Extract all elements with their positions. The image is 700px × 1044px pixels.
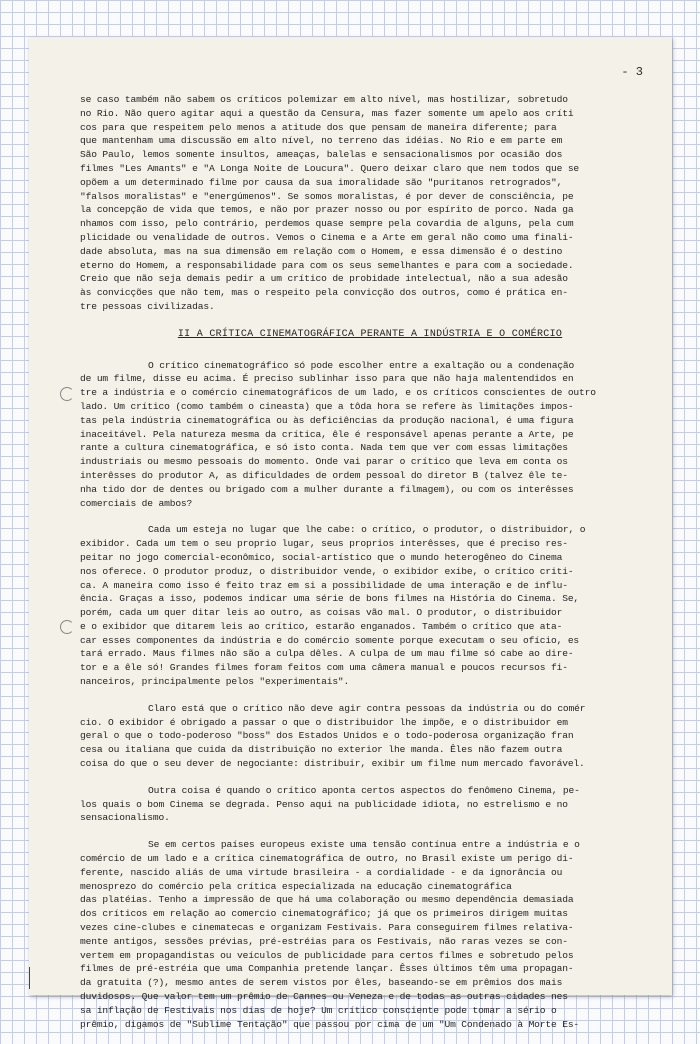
text-line: inaceitável. Pela natureza mesma da crítica, êle é responsável apenas perante a Arte, pe <box>80 428 574 440</box>
text-line: duvidosos. Que valor tem um prêmio de Cannes ou Veneza e de todas as outras cidades nes <box>80 991 568 1003</box>
text-line: filmes de pré-estréia que uma Companhia pretende lançar. Êsses últimos têm uma propagan- <box>80 963 574 975</box>
paragraph-6 <box>80 838 660 1031</box>
text-line: eterno do Homem, a responsabilidade para com os seus semelhantes e para com a sociedade. <box>80 259 574 271</box>
text-line: comerciais de ambos? <box>80 497 193 509</box>
text-line: de um filme, disse eu acima. É preciso sublinhar isso para que não haja malentendidos en <box>80 373 574 385</box>
text-line: Se em certos países europeus existe uma tensão contínua entre a indústria e o <box>148 839 580 851</box>
text-line: nha tido dor de dentes ou brigado com a mulher durante a filmagem), ou com os interêsses <box>80 483 574 495</box>
text-line: Cada um esteja no lugar que lhe cabe: o crítico, o produtor, o distribuidor, o <box>148 524 586 536</box>
text-line: nanceiros, principalmente pelos "experimentais". <box>80 676 350 688</box>
corner-mark <box>29 967 42 989</box>
text-line: rante a cultura cinematográfica, e só isto conta. Nada tem que ver com essas limitações <box>80 442 568 454</box>
text-line: plicidade ou venalidade de outros. Vemos o Cinema e a Arte em geral não como uma finali- <box>80 231 574 243</box>
text-line: cesa ou italiana que cuida da distribuição no exterior lhe manda. Êles não fazem outra <box>80 744 563 756</box>
text-line: filmes "Les Amants" e "A Longa Noite de Loucura". Quero deixar claro que nem todos que se <box>80 162 580 174</box>
text-line: ferente, nascido aliás de uma virtude brasileira - a cordialidade - e da ignorância ou <box>80 866 563 878</box>
punch-hole-mark <box>60 620 74 634</box>
paragraph-1 <box>80 93 660 314</box>
text-line: los quais o bom Cinema se degrada. Penso aqui na publicidade idiota, no estrelismo e no <box>80 798 568 810</box>
text-line: vezes cine-clubes e cinematecas e organizam Festivais. Para conseguirem filmes relativa- <box>80 922 574 934</box>
text-line: porém, cada um quer ditar leis ao outro, as coisas vão mal. O produtor, o distribuidor <box>80 607 563 619</box>
text-line: la concepção de vida que temos, e não por prazer nosso ou por espírito de porco. Nada ga <box>80 204 574 216</box>
text-line: sa inflação de Festivais nos dias de hoje? Um crítico consciente pode tomar a sério o <box>80 1004 557 1016</box>
paragraph-3 <box>80 523 660 689</box>
text-line: tor e a êle só! Grandes filmes foram feitos com uma câmera manual e poucos recursos fi- <box>80 662 568 674</box>
punch-hole-mark <box>60 387 74 401</box>
text-line: peitar no jogo comercial-econômico, social-artístico que o mundo heterogêneo do Cinema <box>80 551 563 563</box>
text-line: lado. Um crítico (como também o cineasta) que a tôda hora se refere às limitações impos- <box>80 400 574 412</box>
paragraph-2 <box>80 359 660 511</box>
text-line: menosprezo do comércio pela crítica especializada na educação cinematográfica <box>80 880 512 892</box>
text-line: tre pessoas civilizadas. <box>80 300 215 312</box>
text-line: "falsos moralistas" e "energúmenos". Se somos moralistas, é por dever de consciência, pe <box>80 190 574 202</box>
text-line: dos críticos em relação ao comercio cinematográfico; já que os primeiros dirigem muitas <box>80 908 568 920</box>
text-line: cio. O exibidor é obrigado a passar o que o distribuidor lhe impõe, e o distribuidor em <box>80 716 568 728</box>
text-line: nhamos com isso, pelo contrário, perdemos quase sempre pela covardia de alguns, pela cum <box>80 218 574 230</box>
body-text <box>80 93 660 1044</box>
text-line: coisa do que o seu dever de negociante: distribuir, exibir um filme num mercado favorável. <box>80 758 585 770</box>
text-line: se caso também não sabem os críticos polemizar em alto nível, mas hostilizar, sobretudo <box>80 94 568 105</box>
text-line: O crítico cinematográfico só pode escolher entre a exaltação ou a condenação <box>148 359 575 371</box>
paragraph-4 <box>80 702 660 771</box>
text-line: vertem em propagandistas ou veículos de publicidade para certos filmes e sobretudo pelos <box>80 949 574 961</box>
text-line: dade absoluta, mas na sua dimensão em relação com o Homem, e essa dimensão é o destino <box>80 245 563 257</box>
text-line: car esses componentes da indústria e do comércio somente porque executam o seu ofício, es <box>80 634 580 646</box>
text-line: Claro está que o crítico não deve agir contra pessoas da indústria ou do comér <box>148 702 586 714</box>
text-line: sensacionalismo. <box>80 812 170 824</box>
text-line: ca. A maneira como isso é feito traz em si a possibilidade de uma interação e de influ- <box>80 579 568 591</box>
text-line: e o exibidor que ditarem leis ao crítico, estarão enganados. Também o crítico que ata- <box>80 620 563 632</box>
text-line: tre a indústria e o comércio cinematográficos de um lado, e os críticos conscientes de outro <box>80 387 596 399</box>
section-heading: II A CRÍTICA CINEMATOGRÁFICA PERANTE A INDÚSTRIA E O COMÉRCIO <box>177 328 563 340</box>
text-line: opõem a um determinado filme por causa da sua imoralidade são "puritanos retrogrados", <box>80 176 563 188</box>
page-number: - 3 <box>621 65 643 79</box>
text-line: Outra coisa é quando o crítico aponta certos aspectos do fenômeno Cinema, pe- <box>148 784 580 796</box>
text-line: tas pela indústria cinematográfica ou às deficiências da produção nacional, é uma figura <box>80 414 574 426</box>
text-line: da gratuita (?), mesmo antes de serem vistos por êles, baseando-se em prêmios dos mais <box>80 977 563 989</box>
text-line: São Paulo, lemos somente insultos, ameaças, balelas e sensacionalismos por ocasião dos <box>80 149 563 161</box>
text-line: nos oferece. O produtor produz, o distribuidor vende, o exibidor exibe, o crítico criti- <box>80 565 574 577</box>
text-line: no Rio. Não quero agitar aqui a questão da Censura, mas fazer somente um apelo aos críti <box>80 107 574 119</box>
text-line: interêsses do produtor A, as dificuldades de ordem pessoal do diretor B (talvez êle te- <box>80 469 568 481</box>
text-line: das platéias. Tenho a impressão de que há uma colaboração ou mesmo dependência demasiada <box>80 894 574 906</box>
text-line: cos para que respeitem pelo menos a atitude dos que pensam de maneira diferente; para <box>80 121 557 133</box>
text-line: Creio que não seja demais pedir a um crítico de probidade intelectual, não a sua adesão <box>80 273 568 285</box>
text-line: mente antigos, sessões prévias, pré-estréias para os Festivais, não raras vezes se con- <box>80 935 568 947</box>
text-line: ência. Graças a isso, podemos indicar uma série de bons filmes na História do Cinema. Se, <box>80 593 580 605</box>
text-line: tará errado. Maus filmes não são a culpa dêles. A culpa de um mau filme só cabe ao dire- <box>80 648 574 660</box>
text-line: que mantenham uma discussão em alto nível, no terreno das idéias. No Rio e em parte em <box>80 135 563 147</box>
text-line: prêmio, digamos de "Sublime Tentação" que passou por cima de um "Um Condenado à Morte Es- <box>80 1018 580 1030</box>
text-line: geral o que o todo-poderoso "boss" dos Estados Unidos e o todo-poderosa organização fran <box>80 730 574 742</box>
document-page <box>29 37 672 1030</box>
text-line: comércio de um lado e a crítica cinematográfica de outro, no Brasil existe um perigo di- <box>80 853 574 865</box>
text-line: industriais ou mesmo pessoais do momento. Onde vai parar o crítico que leva em conta os <box>80 456 568 468</box>
text-line: exibidor. Cada um tem o seu proprio lugar, seus proprios interêsses, que é preciso res- <box>80 538 568 550</box>
paragraph-5 <box>80 784 660 825</box>
text-line: às convicções que não tem, mas o respeito pela convicção dos outros, como é prática en- <box>80 287 568 299</box>
